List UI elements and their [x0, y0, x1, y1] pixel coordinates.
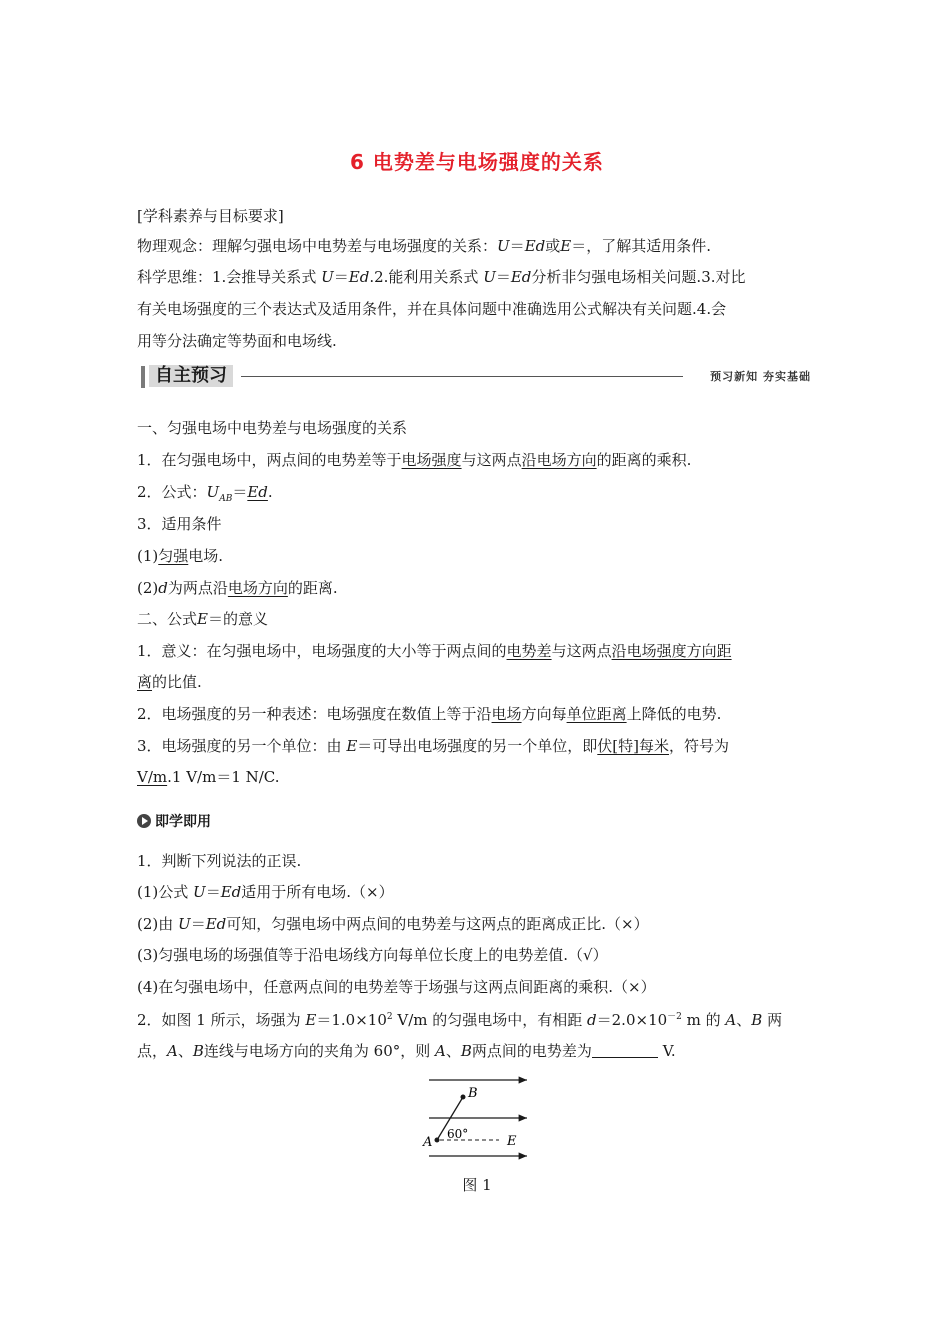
conditions-heading: 3．适用条件 — [137, 515, 222, 533]
point-b — [461, 1095, 466, 1100]
play-circle-icon — [137, 814, 151, 828]
formula-line: 2．公式：$U_{AB}=Ed$. — [137, 483, 273, 504]
meaning-line-2: 离的比值. — [137, 673, 202, 691]
question-2-line-2: 点，A、B连线与电场方向的夹角为 60°，则 A、B两点间的电势差为 V. — [137, 1042, 676, 1060]
section-bar-tagline: 预习新知 夯实基础 — [710, 370, 811, 383]
section-bar — [137, 364, 817, 390]
meaning-line-4: 3．电场强度的另一个单位：由 E＝可导出电场强度的另一个单位，即伏[特]每米，符号为 — [137, 737, 730, 755]
paragraph-1: 1．在匀强电场中，两点间的电势差等于电场强度与这两点沿电场方向的距离的乘积. — [137, 451, 692, 469]
page-title: 6 电势差与电场强度的关系 — [350, 150, 604, 174]
meaning-line-5: V/m.1 V/m＝1 N/C. — [137, 768, 280, 786]
meaning-line-3: 2．电场强度的另一种表述：电场强度在数值上等于沿电场方向每单位距离上降低的电势. — [137, 705, 722, 723]
goals-line-1: 物理观念：理解匀强电场中电势差与电场强度的关系：U＝Ed或E＝，了解其适用条件. — [137, 237, 711, 255]
condition-2: (2)d为两点沿电场方向的距离. — [137, 579, 338, 597]
goals-heading: [学科素养与目标要求] — [137, 207, 284, 225]
goals-line-2: 科学思维：1.会推导关系式 U＝Ed.2.能利用关系式 U＝Ed分析非匀强电场相关问题.3.对比 — [137, 268, 746, 286]
practice-heading: 即学即用 — [137, 812, 211, 832]
heading-2: 二、公式E＝的意义 — [137, 610, 268, 628]
figure-caption: 图 1 — [462, 1176, 492, 1194]
label-a: A — [423, 1135, 433, 1150]
goals-line-3: 有关电场强度的三个表达式及适用条件，并在具体问题中准确选用公式解决有关问题.4.会 — [137, 300, 727, 318]
question-1: 1．判断下列说法的正误. — [137, 852, 302, 870]
goals-line-4: 用等分法确定等势面和电场线. — [137, 332, 337, 350]
question-1-item-4: (4)在匀强电场中，任意两点间的电势差等于场强与这两点间距离的乘积.（×） — [137, 978, 656, 996]
question-1-item-1: (1)公式 U＝Ed适用于所有电场.（×） — [137, 883, 394, 901]
section-bar-marker — [141, 366, 145, 388]
section-bar-title: 自主预习 — [149, 365, 233, 387]
answer-blank[interactable] — [592, 1043, 658, 1058]
label-e: E — [507, 1134, 517, 1149]
section-bar-rule — [241, 376, 683, 377]
question-1-item-2: (2)由 U＝Ed可知，匀强电场中两点间的电势差与这两点的距离成正比.（×） — [137, 915, 649, 933]
meaning-line-1: 1．意义：在匀强电场中，电场强度的大小等于两点间的电势差与这两点沿电场强度方向距 — [137, 642, 732, 660]
condition-1: (1)匀强电场. — [137, 547, 224, 565]
question-1-item-3: (3)匀强电场的场强值等于沿电场线方向每单位长度上的电势差值.（√） — [137, 946, 608, 964]
point-a — [435, 1138, 440, 1143]
field-diagram — [409, 1066, 549, 1166]
label-b: B — [468, 1086, 478, 1101]
label-angle: 60° — [447, 1127, 469, 1141]
question-2-line-1: 2．如图 1 所示，场强为 $E=1.0\times 10^2$ V/m 的匀强电场中，有相距 $d=2.0\times 10^{-2}$ m 的 A、B 两 — [137, 1011, 783, 1029]
heading-1: 一、匀强电场中电势差与电场强度的关系 — [137, 419, 408, 437]
